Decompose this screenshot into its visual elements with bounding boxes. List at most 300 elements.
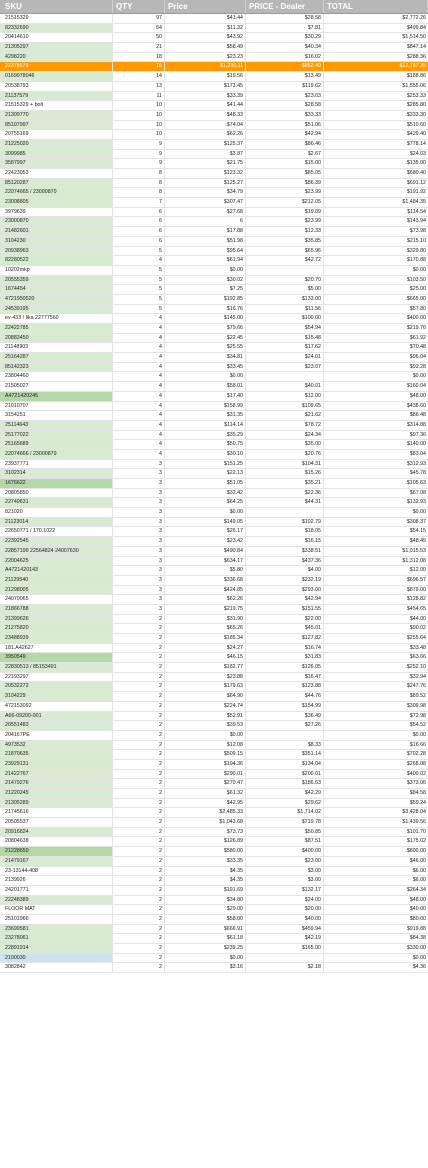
qty-cell[interactable]: 3 [113,566,165,575]
total-cell[interactable]: $499.84 [406,24,426,31]
total-cell[interactable]: $54.15 [409,528,426,535]
price-cell[interactable]: $151.25 [165,460,246,469]
total-cell[interactable]: $54.52 [409,722,426,729]
sku-cell[interactable]: 22074666 / 23000879 [0,450,113,459]
sku-cell[interactable]: 20916824 [0,828,113,837]
sku-cell[interactable]: 20938963 [0,247,113,256]
price-cell[interactable]: $48.33 [165,111,246,120]
sku-cell[interactable]: 472153092 [0,702,113,711]
dealer-price-cell[interactable]: $133.00 [246,295,324,304]
sku-cell[interactable]: 85120287 [0,179,113,188]
total-cell[interactable]: $6.00 [412,867,426,874]
sku-cell[interactable]: 21275820 [0,624,113,633]
sku-cell[interactable]: 25165689 [0,440,113,449]
price-cell[interactable]: $2,485.33 [165,808,246,817]
price-cell[interactable]: $42.95 [165,799,246,808]
table-row[interactable] [0,314,428,324]
price-cell[interactable]: $424.85 [165,586,246,595]
sku-cell[interactable]: 21482601 [0,227,113,236]
price-cell[interactable]: $50.75 [165,440,246,449]
qty-cell[interactable]: 64 [113,24,165,33]
price-cell[interactable]: $270.47 [165,779,246,788]
price-cell[interactable]: $24.27 [165,644,246,653]
total-cell[interactable]: $314.88 [406,421,426,428]
price-cell[interactable]: $64.90 [165,692,246,701]
table-row[interactable] [0,121,428,131]
price-cell[interactable]: $490.84 [165,547,246,556]
price-cell[interactable]: $192.85 [165,295,246,304]
total-cell[interactable]: $1,555.06 [402,82,426,89]
table-row[interactable] [0,799,428,809]
table-row[interactable] [0,343,428,353]
table-row[interactable] [0,634,428,644]
price-cell[interactable]: $11.32 [165,24,246,33]
table-row[interactable] [0,963,428,973]
total-cell[interactable]: $308.37 [406,518,426,525]
table-row[interactable] [0,372,428,382]
dealer-price-cell[interactable]: $351.14 [246,750,324,759]
total-cell[interactable]: $86.48 [409,412,426,419]
qty-cell[interactable]: 2 [113,663,165,672]
column-header-total[interactable]: TOTAL [324,0,428,13]
total-cell[interactable]: $61.92 [409,334,426,341]
sku-cell[interactable]: 3082842 [0,963,113,972]
table-row[interactable] [0,779,428,789]
table-row[interactable] [0,770,428,780]
price-cell[interactable]: $41.44 [165,101,246,110]
sku-cell[interactable]: 23278061 [0,934,113,943]
dealer-price-cell[interactable]: $338.51 [246,547,324,556]
sku-cell[interactable]: 21745616 [0,808,113,817]
dealer-price-cell[interactable]: $5.00 [246,285,324,294]
table-row[interactable] [0,566,428,576]
total-cell[interactable]: $25.00 [409,286,426,293]
total-cell[interactable]: $96.04 [409,354,426,361]
dealer-price-cell[interactable]: $15.48 [246,334,324,343]
total-cell[interactable]: $46.00 [409,857,426,864]
table-row[interactable] [0,276,428,286]
table-row[interactable] [0,150,428,160]
total-cell[interactable]: $253.33 [406,92,426,99]
sku-cell[interactable]: 22378579 [0,62,113,71]
dealer-price-cell[interactable]: $400.00 [246,847,324,856]
table-row[interactable] [0,334,428,344]
table-row[interactable] [0,595,428,605]
price-cell[interactable]: $182.77 [165,663,246,672]
total-cell[interactable]: $879.00 [406,586,426,593]
qty-cell[interactable]: 4 [113,353,165,362]
total-cell[interactable]: $191.92 [406,189,426,196]
table-row[interactable] [0,644,428,654]
total-cell[interactable]: $1,439.56 [402,819,426,826]
price-cell[interactable]: $3.87 [165,150,246,159]
qty-cell[interactable]: 21 [113,43,165,52]
sku-cell[interactable]: 0169978046 [0,72,113,81]
table-row[interactable] [0,857,428,867]
sku-cell[interactable]: 181.A42627 [0,644,113,653]
qty-cell[interactable]: 4 [113,450,165,459]
price-cell[interactable]: $34.81 [165,353,246,362]
total-cell[interactable]: $73.98 [409,228,426,235]
sku-cell[interactable]: 20532272 [0,682,113,691]
qty-cell[interactable]: 6 [113,217,165,226]
dealer-price-cell[interactable]: $35.85 [246,237,324,246]
dealer-price-cell[interactable]: $86.39 [246,179,324,188]
qty-cell[interactable]: 97 [113,14,165,23]
price-cell[interactable]: $79.66 [165,324,246,333]
dealer-price-cell[interactable]: $123.88 [246,682,324,691]
sku-cell[interactable]: 3104229 [0,692,113,701]
qty-cell[interactable]: 2 [113,731,165,740]
price-cell[interactable]: $34.79 [165,188,246,197]
qty-cell[interactable]: 5 [113,285,165,294]
price-cell[interactable]: $509.15 [165,750,246,759]
qty-cell[interactable]: 13 [113,82,165,91]
table-row[interactable] [0,111,428,121]
sku-cell[interactable]: 22830513 / 85153491 [0,663,113,672]
sku-cell[interactable]: 21220245 [0,789,113,798]
sku-cell[interactable]: 23937771 [0,460,113,469]
sku-cell[interactable]: 21515329 + bolt [0,101,113,110]
dealer-price-cell[interactable]: $28.58 [246,14,324,23]
total-cell[interactable]: $44.00 [409,615,426,622]
sku-cell[interactable]: FLOOR MAT [0,905,113,914]
qty-cell[interactable]: 6 [113,237,165,246]
total-cell[interactable]: $175.02 [406,838,426,845]
table-row[interactable] [0,741,428,751]
dealer-price-cell[interactable]: $45.01 [246,624,324,633]
qty-cell[interactable]: 2 [113,886,165,895]
table-row[interactable] [0,576,428,586]
price-cell[interactable]: $224.74 [165,702,246,711]
table-row[interactable] [0,721,428,731]
price-cell[interactable]: $4.35 [165,867,246,876]
dealer-price-cell[interactable]: $40.01 [246,382,324,391]
total-cell[interactable]: $255.64 [406,635,426,641]
table-row[interactable] [0,789,428,799]
price-cell[interactable]: $149.05 [165,518,246,527]
sku-cell[interactable]: 22891914 [0,944,113,953]
qty-cell[interactable]: 10 [113,111,165,120]
total-cell[interactable]: $101.70 [406,828,426,835]
total-cell[interactable]: $6.00 [412,877,426,884]
qty-cell[interactable]: 2 [113,915,165,924]
qty-cell[interactable]: 2 [113,963,165,972]
sku-cell[interactable]: 4973532 [0,741,113,750]
sku-cell[interactable]: 2100030 [0,954,113,963]
table-row[interactable] [0,479,428,489]
table-row[interactable] [0,431,428,441]
dealer-price-cell[interactable]: $86.46 [246,140,324,149]
price-cell[interactable]: $58.00 [165,915,246,924]
table-row[interactable] [0,198,428,208]
sku-cell[interactable]: 21225020 [0,140,113,149]
sku-cell[interactable]: 85107997 [0,121,113,130]
price-cell[interactable]: $4.35 [165,876,246,885]
qty-cell[interactable]: 4 [113,334,165,343]
total-cell[interactable]: $510.60 [406,121,426,128]
dealer-price-cell[interactable]: $51.06 [246,121,324,130]
table-row[interactable] [0,305,428,315]
price-cell[interactable]: $173.45 [165,82,246,91]
price-cell[interactable]: $32.42 [165,489,246,498]
qty-cell[interactable]: 3 [113,479,165,488]
qty-cell[interactable]: 4 [113,431,165,440]
qty-cell[interactable]: 50 [113,33,165,42]
qty-cell[interactable]: 18 [113,53,165,62]
total-cell[interactable]: $0.00 [412,509,426,516]
price-cell[interactable]: $194.36 [165,760,246,769]
table-row[interactable] [0,72,428,82]
price-cell[interactable]: $179.63 [165,682,246,691]
qty-cell[interactable]: 7 [113,198,165,207]
dealer-price-cell[interactable]: $119.62 [246,82,324,91]
qty-cell[interactable]: 2 [113,867,165,876]
price-cell[interactable]: $43.92 [165,33,246,42]
dealer-price-cell[interactable]: $78.72 [246,421,324,430]
price-cell[interactable]: $33.39 [165,92,246,101]
total-cell[interactable]: $330.00 [406,945,426,951]
total-cell[interactable]: $329.80 [406,247,426,254]
price-cell[interactable]: $0.00 [165,731,246,740]
sku-cell[interactable]: 22004625 [0,557,113,566]
sku-cell[interactable]: 3587997 [0,159,113,168]
table-row[interactable] [0,353,428,363]
price-cell[interactable]: $1,236.11 [165,62,246,71]
sku-cell[interactable]: 22248389 [0,896,113,905]
dealer-price-cell[interactable]: $20.00 [246,905,324,914]
qty-cell[interactable]: 5 [113,305,165,314]
sku-cell[interactable]: 22193297 [0,673,113,682]
sku-cell[interactable]: 21129540 [0,576,113,585]
total-cell[interactable]: $67.08 [409,489,426,496]
total-cell[interactable]: $84.58 [409,790,426,796]
total-cell[interactable]: $97.36 [409,431,426,438]
total-cell[interactable]: $48.00 [409,392,426,399]
qty-cell[interactable]: 2 [113,702,165,711]
total-cell[interactable]: $128.82 [406,596,426,603]
qty-cell[interactable]: 3 [113,586,165,595]
price-cell[interactable]: $58.01 [165,382,246,391]
dealer-price-cell[interactable]: $22.00 [246,615,324,624]
sku-cell[interactable]: 24070065 [0,595,113,604]
qty-cell[interactable]: 3 [113,576,165,585]
price-cell[interactable]: $39.53 [165,721,246,730]
sku-cell[interactable]: 21309770 [0,111,113,120]
table-row[interactable] [0,673,428,683]
dealer-price-cell[interactable]: $28.58 [246,101,324,110]
sku-cell[interactable]: 3979639 [0,208,113,217]
table-row[interactable] [0,363,428,373]
total-cell[interactable]: $4.36 [412,964,426,971]
qty-cell[interactable]: 10 [113,101,165,110]
dealer-price-cell[interactable]: $54.94 [246,324,324,333]
total-cell[interactable]: $400.02 [406,770,426,777]
dealer-price-cell[interactable]: $7.81 [246,24,324,33]
qty-cell[interactable]: 8 [113,179,165,188]
price-cell[interactable]: $46.15 [165,653,246,662]
sku-cell[interactable]: 21479167 [0,857,113,866]
table-row[interactable] [0,692,428,702]
table-row[interactable] [0,663,428,673]
price-cell[interactable]: $0.00 [165,508,246,517]
total-cell[interactable]: $16.66 [409,741,426,748]
table-row[interactable] [0,324,428,334]
table-row[interactable] [0,295,428,305]
total-cell[interactable]: $90.02 [409,625,426,632]
sku-cell[interactable]: 22650771 / 170.1022 [0,527,113,536]
total-cell[interactable]: $288.36 [406,53,426,60]
total-cell[interactable]: $170.88 [406,257,426,264]
price-cell[interactable]: $114.14 [165,421,246,430]
qty-cell[interactable]: 2 [113,644,165,653]
total-cell[interactable]: $48.45 [409,538,426,545]
table-row[interactable] [0,227,428,237]
dealer-price-cell[interactable]: $151.55 [246,605,324,614]
dealer-price-cell[interactable]: $15.00 [246,159,324,168]
table-row[interactable] [0,14,428,24]
qty-cell[interactable]: 2 [113,837,165,846]
sku-cell[interactable]: 24539195 [0,305,113,314]
table-row[interactable] [0,615,428,625]
qty-cell[interactable]: 4 [113,392,165,401]
sku-cell[interactable]: 22422785 [0,324,113,333]
table-row[interactable] [0,547,428,557]
qty-cell[interactable]: 2 [113,721,165,730]
qty-cell[interactable]: 2 [113,692,165,701]
sku-cell[interactable]: 25164287 [0,353,113,362]
sku-cell[interactable]: 23008805 [0,198,113,207]
sku-cell[interactable]: A66-09200-001 [0,712,113,721]
qty-cell[interactable]: 3 [113,498,165,507]
qty-cell[interactable]: 3 [113,469,165,478]
price-cell[interactable]: $61.94 [165,256,246,265]
total-cell[interactable]: $0.00 [412,266,426,273]
qty-cell[interactable]: 2 [113,750,165,759]
table-row[interactable] [0,915,428,925]
table-row[interactable] [0,837,428,847]
dealer-price-cell[interactable]: $31.83 [246,653,324,662]
sku-cell[interactable]: 22423053 [0,169,113,178]
price-cell[interactable]: $34.80 [165,896,246,905]
total-cell[interactable]: $160.04 [406,383,426,390]
table-row[interactable] [0,188,428,198]
table-row[interactable] [0,285,428,295]
dealer-price-cell[interactable]: $23.99 [246,188,324,197]
table-row[interactable] [0,33,428,43]
total-cell[interactable]: $0.00 [412,954,426,961]
sku-cell[interactable]: 20805850 [0,489,113,498]
total-cell[interactable]: $438.60 [406,402,426,409]
qty-cell[interactable]: 2 [113,808,165,817]
price-cell[interactable]: $336.68 [165,576,246,585]
price-cell[interactable]: $65.26 [165,624,246,633]
sku-cell[interactable]: 10202mkp [0,266,113,275]
price-cell[interactable]: $1,043.68 [165,818,246,827]
qty-cell[interactable]: 2 [113,712,165,721]
dealer-price-cell[interactable]: $27.26 [246,721,324,730]
total-cell[interactable]: $12,787.35 [399,63,426,70]
sku-cell[interactable]: 21228650 [0,847,113,856]
dealer-price-cell[interactable]: $23.07 [246,363,324,372]
dealer-price-cell[interactable]: $1,714.02 [246,808,324,817]
total-cell[interactable]: $215.10 [406,237,426,244]
dealer-price-cell[interactable]: $20.70 [246,276,324,285]
table-row[interactable] [0,179,428,189]
table-row[interactable] [0,498,428,508]
sku-cell[interactable]: 1676622 [0,479,113,488]
dealer-price-cell[interactable]: $33.33 [246,111,324,120]
sku-cell[interactable]: 21870635 [0,750,113,759]
total-cell[interactable]: $92.28 [409,363,426,370]
price-cell[interactable]: $125.37 [165,140,246,149]
total-cell[interactable]: $114.54 [407,208,426,215]
price-cell[interactable]: $7.25 [165,285,246,294]
total-cell[interactable]: $333.30 [406,111,426,118]
total-cell[interactable]: $32.94 [409,673,426,680]
table-row[interactable] [0,624,428,634]
dealer-price-cell[interactable]: $29.62 [246,799,324,808]
total-cell[interactable]: $2,772.26 [402,15,426,21]
price-cell[interactable]: $239.25 [165,944,246,953]
dealer-price-cell[interactable]: $24.34 [246,431,324,440]
price-cell[interactable]: $22.13 [165,469,246,478]
sku-cell[interactable]: 21123014 [0,518,113,527]
price-cell[interactable]: $33.45 [165,363,246,372]
price-cell[interactable]: $219.75 [165,605,246,614]
dealer-price-cell[interactable] [246,508,324,517]
total-cell[interactable]: $24.03 [409,150,426,157]
price-cell[interactable]: $290.01 [165,770,246,779]
dealer-price-cell[interactable] [246,731,324,740]
price-cell[interactable]: $74.04 [165,121,246,130]
dealer-price-cell[interactable]: $36.49 [246,712,324,721]
table-row[interactable] [0,92,428,102]
total-cell[interactable]: $72.98 [409,712,426,719]
sku-cell[interactable]: 20505537 [0,818,113,827]
total-cell[interactable]: $84.38 [409,935,426,942]
price-cell[interactable]: $29.00 [165,905,246,914]
dealer-price-cell[interactable]: $42.72 [246,256,324,265]
qty-cell[interactable]: 3 [113,595,165,604]
price-cell[interactable]: 6 [165,217,246,226]
table-row[interactable] [0,450,428,460]
dealer-price-cell[interactable]: $16.15 [246,537,324,546]
price-cell[interactable]: $61.32 [165,789,246,798]
price-cell[interactable]: $64.25 [165,498,246,507]
dealer-price-cell[interactable]: $35.00 [246,440,324,449]
price-cell[interactable]: $62.26 [165,595,246,604]
qty-cell[interactable]: 2 [113,925,165,934]
price-cell[interactable]: $41.44 [165,14,246,23]
price-cell[interactable]: $5.80 [165,566,246,575]
dealer-price-cell[interactable]: $35.21 [246,479,324,488]
table-row[interactable] [0,750,428,760]
column-header-sku[interactable]: SKU [0,0,113,13]
qty-cell[interactable]: 3 [113,537,165,546]
sku-cell[interactable]: 21148903 [0,343,113,352]
total-cell[interactable]: $12.00 [409,567,426,574]
table-row[interactable] [0,896,428,906]
table-row[interactable] [0,460,428,470]
total-cell[interactable]: $1,514.50 [402,34,426,41]
table-row[interactable] [0,159,428,169]
price-cell[interactable]: $23.42 [165,537,246,546]
dealer-price-cell[interactable]: $134.04 [246,760,324,769]
qty-cell[interactable]: 14 [113,72,165,81]
price-cell[interactable]: $634.17 [165,557,246,566]
table-row[interactable] [0,818,428,828]
